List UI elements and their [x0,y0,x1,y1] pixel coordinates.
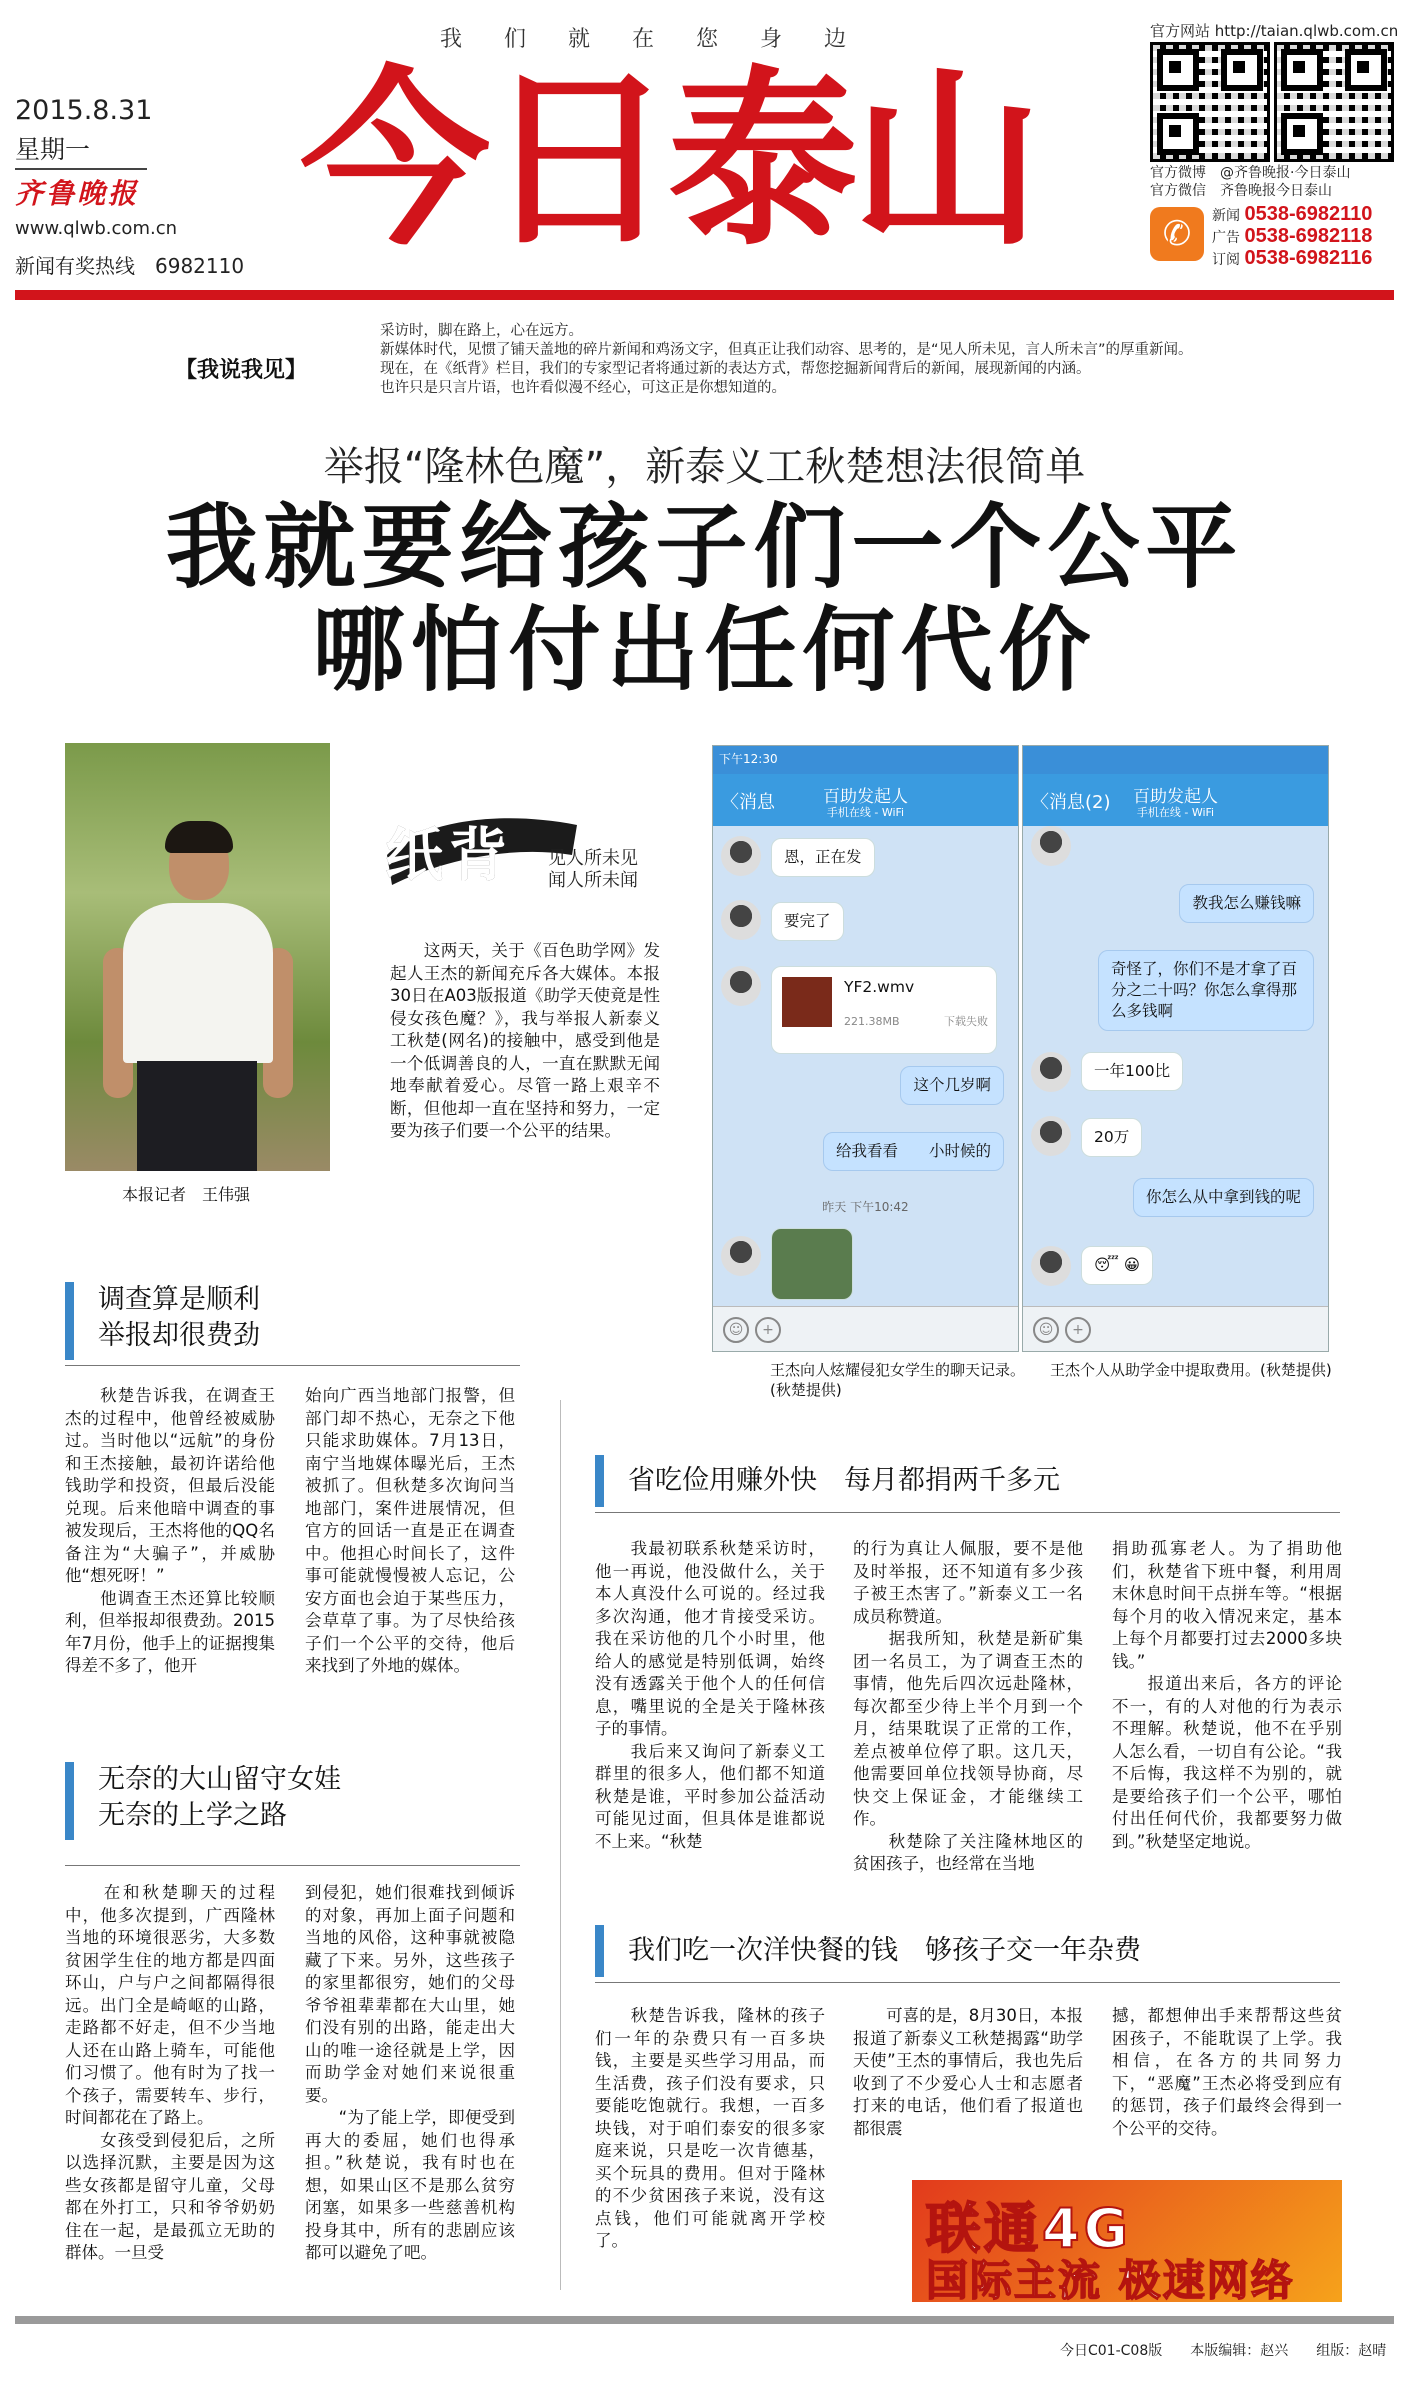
contact-row: 订阅 0538-6982116 [1212,247,1373,269]
article-lede: 这两天，关于《百色助学网》发起人王杰的新闻充斥各大媒体。本报30日在A03版报道《助学天使竟是性侵女孩色魔？》，我与举报人新泰义工秋楚(网名)的接触中，感受到他是一个低调善良的人，一直在默默无闻地奉献着爱心。尽管一路上艰辛不断，但他却一直在坚持和努力，一定要为孩子们要一个公平的结果。 [390,941,660,1140]
file-bubble: YF2.wmv 221.38MB 下载失败 [771,966,997,1054]
section-3-col-2: 的行为真让人佩服，要不是他及时举报，还不知道有多少孩子被王杰害了。”新泰义工一名成员称赞道。 据我所知，秋楚是新矿集团一名员工，为了调查王杰的事情，他先后四次远赴隆林，每次都至少待上半个月到一个月，结果耽误了正常的工作，差点被单位停了职。这几天，他需要回单位找领导协商，尽快交上保证金，才能继续工作。 秋楚除了关注隆林地区的贫困孩子，也经常在当地 [853,1539,1083,1873]
chat-bubble: 奇怪了，你们不是才拿了百分之二十吗？你怎么拿得那么多钱啊 [1098,950,1314,1031]
weibo-label: 官方微博 @齐鲁晚报·今日泰山 [1150,165,1351,181]
footer-divider [15,2316,1394,2324]
section-3-col-3: 捐助孤寡老人。为了捐助他们，秋楚省下班中餐，利用周末休息时间干点拼车等。“根据每个月的收入情况来定，基本上每个月都要打过去2000多块钱。” 报道出来后，各方的评论不一，有的人对他的行为表示不理解。秋楚说，他不在乎别人怎么看，一切自有公论。“我不后悔，我这样不为别的，就是要给孩子们一个公平，哪怕付出任何代价，我都要努力做到。”秋楚坚定地说。 [1112,1539,1342,1851]
section-4-col-3: 撼，都想伸出手来帮帮这些贫困孩子，不能耽误了上学。我相信，在各方的共同努力下，“恶魔”王杰必将受到应有的惩罚，孩子们最终会得到一个公平的交待。 [1112,2006,1342,2138]
chat-caption-right: 王杰个人从助学金中提取费用。(秋楚提供) [1050,1361,1332,1379]
chat-bubble: 要完了 [771,902,844,941]
masthead-title: 今日泰山 [300,48,1037,271]
chat-caption-left: 王杰向人炫耀侵犯女学生的聊天记录。(秋楚提供) [770,1361,1026,1399]
section-1-col-1: 秋楚告诉我，在调查王杰的过程中，他曾经被威胁过。当时他以“远航”的身份和王杰接触，最初许诺给他钱助学和投资，但最后没能兑现。后来他暗中调查的事被发现后，王杰将他的QQ名备注为“大骗子”，并威胁他“想死呀！” 他调查王杰还算比较顺利，但举报却很费劲。2015年7月份，他手上的证据搜集得差不多了，他开 [65,1386,275,1675]
section-4-col-2: 可喜的是，8月30日，本报报道了新泰义工秋楚揭露“助学天使”王杰的事情后，我也先后收到了不少爱心人士和志愿者打来的电话，他们看了报道也都很震 [853,2006,1083,2138]
section-header-1: 调查算是顺利 举报却很费劲 [65,1282,548,1360]
headline-main-2: 哪怕付出任何代价 [312,597,1097,704]
headline-main-1: 我就要给孩子们一个公平 [165,494,1244,601]
official-site[interactable]: 官方网站 http://taian.qlwb.com.cn [1150,22,1399,40]
contact-numbers [1212,204,1372,270]
page-footer: 今日C01-C08版 本版编辑：赵兴 组版：赵晴 [1060,2343,1387,2359]
headline-kicker: 举报“隆林色魔”，新泰义工秋楚想法很简单 [323,444,1086,490]
column-intro: 采访时，脚在路上，心在远方。 新媒体时代，见惯了铺天盖地的碎片新闻和鸡汤文字，但真正让我们动容、思考的，是“见人所未见，言人所未言”的厚重新闻。 现在，在《纸背》栏目，我们的专家型记者将通过新的表达方式，帮您挖掘新闻背后的新闻，展现新闻的内涵。 也许只是只言片语，也许看似漫不经心，可这正是你想知道的。 [380,323,1193,396]
column-tag: 【我说我见】 [175,358,308,383]
section-header-2: 无奈的大山留守女娃 无奈的上学之路 [65,1762,548,1840]
section-1-col-2: 始向广西当地部门报警，但部门却不热心，无奈之下他只能求助媒体。7月13日，南宁当地媒体曝光后，王杰被抓了。但秋楚多次询问当地部门，案件进展情况，但官方的回话一直是正在调查中。他担心时间长了，这件事可能就慢慢被人忘记，公安方面也会迫于某些压力，会草草了事。为了尽快给孩子们一个公平的交待，他后来找到了外地的媒体。 [305,1386,515,1675]
section-3-col-1: 我最初联系秋楚采访时，他一再说，他没做什么，关于本人真没什么可说的。经过我多次沟通，他才肯接受采访。我在采访他的几个小时里，他给人的感觉是特别低调，始终没有透露关于他个人的任何信息，嘴里说的全是关于隆林孩子的事情。 我后来又询问了新泰义工群里的很多人，他们都不知道秋楚是谁，平时参加公益活动可能见过面，但具体是谁都说不上来。“秋楚 [595,1539,825,1851]
masthead-divider [15,290,1394,300]
weixin-label: 官方微信 齐鲁晚报今日泰山 [1150,183,1332,199]
section-2-col-2: 到侵犯，她们很难找到倾诉的对象，再加上面子问题和当地的风俗，这种事就被隐藏了下来。另外，这些孩子的家里都很穷，她们的父母爷爷祖辈辈都在大山里，她们没有别的出路，能走出大山的唯一途径就是上学，因而助学金对她们来说很重要。 “为了能上学，即便受到再大的委屈，她们也得承担。”秋楚说，我有时也在想，如果山区不是那么贫穷闭塞，如果多一些慈善机构投身其中，所有的悲剧应该都可以避免了吧。 [305,1883,515,2262]
qr-code-weixin [1274,42,1394,162]
column-motto: 见人所未见 闻人所未闻 [548,848,638,891]
brand-url[interactable]: www.qlwb.com.cn [15,218,177,239]
issue-date: 2015.8.31 [15,95,153,126]
section-2-col-1: 在和秋楚聊天的过程中，他多次提到，广西隆林当地的环境很恶劣，大多数贫困学生住的地方都是四面环山，户与户之间都隔得很远。出门全是崎岖的山路，走路都不好走，但不少当地人还在山路上骑车，可能他们习惯了。他有时为了找一个孩子，需要转车、步行，时间都花在了路上。 女孩受到侵犯后，之所以选择沉默，主要是因为这些女孩都是留守儿童，父母都在外打工，只和爷爷奶奶住在一起，是最孤立无助的群体。一旦受 [65,1883,275,2262]
chat-bubble: 恩，正在发 [771,838,875,877]
chat-bubble: 给我看看 小时候的 [823,1132,1004,1171]
chat-timestamp: 昨天 下午10:42 [822,1200,909,1214]
reporter-photo [65,743,330,1171]
contact-row: 广告 0538-6982118 [1212,225,1373,247]
column-name: 纸背 [385,821,514,889]
section-4-col-1: 秋楚告诉我，隆林的孩子们一年的杂费只有一百多块钱，主要是买些学习用品，而生活费，孩子们没有要求，只要能吃饱就行。我想，一百多块钱，对于咱们泰安的很多家庭来说，只是吃一次肯德基，买个玩具的费用。但对于隆林的不少贫困孩子来说，没有这点钱，他们可能就离开学校了。 [595,2006,825,2250]
issue-weekday: 星期一 [15,130,147,170]
contact-row: 新闻 0538-6982110 [1212,203,1373,225]
chat-screenshot-1: 下午12:30 〈消息 百助发起人 手机在线 - WiFi 恩，正在发 要完了 YF2.wmv 221.38MB 下载失败 这个几岁啊 给我看看 小时候的 昨天 下午10:42 ☺ + [712,745,1019,1352]
chat-bubble: 一年100比 [1081,1052,1183,1091]
unicom-4g-ad[interactable]: 联通4G 国际主流 极速网络 [912,2180,1342,2302]
newspaper-logo: 齐鲁晚报 [15,177,140,210]
news-hotline: 新闻有奖热线 6982110 [15,254,245,278]
chat-bubble: 你怎么从中拿到钱的呢 [1133,1178,1314,1217]
qr-code-weibo [1150,42,1270,162]
emoji-bubble: 😴 😀 [1081,1246,1153,1285]
chat-bubble: 20万 [1081,1118,1142,1157]
chat-screenshot-2: 〈消息(2) 百助发起人 手机在线 - WiFi 教我怎么赚钱嘛 奇怪了，你们不是才拿了百分之二十吗？你怎么拿得那么多钱啊 一年100比 20万 你怎么从中拿到钱的呢 😴 😀 ☺ + [1022,745,1329,1352]
chat-bubble: 教我怎么赚钱嘛 [1179,884,1314,923]
chat-bubble: 这个几岁啊 [900,1066,1004,1105]
section-header-4: 我们吃一次洋快餐的钱 够孩子交一年杂费 [595,1925,1368,1977]
photo-caption: 本报记者 王伟强 [122,1185,251,1204]
section-header-3: 省吃俭用赚外快 每月都捐两千多元 [595,1455,1368,1507]
phone-icon: ✆ [1150,207,1204,261]
image-bubble [771,1228,853,1300]
masthead-slogan: 我们就在您身边 [440,27,889,52]
